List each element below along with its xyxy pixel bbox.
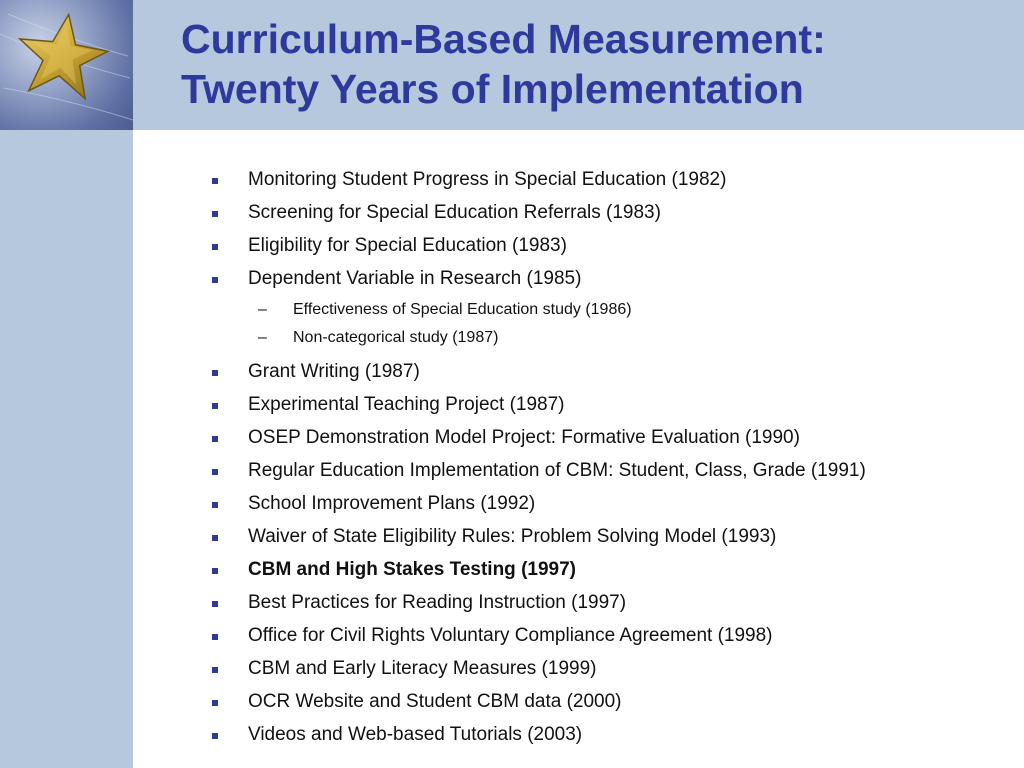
title-line-2: Twenty Years of Implementation xyxy=(181,66,804,112)
list-item-text: Waiver of State Eligibility Rules: Problem Solving Model (1993) xyxy=(248,526,777,547)
list-item xyxy=(205,359,965,385)
bullet-square-icon xyxy=(212,502,218,508)
bullet-square-icon xyxy=(212,370,218,376)
bullet-square-icon xyxy=(212,277,218,283)
list-item-text: Monitoring Student Progress in Special Education (1982) xyxy=(248,169,727,190)
list-item-text: CBM and High Stakes Testing (1997) xyxy=(248,559,576,580)
list-item-text: Experimental Teaching Project (1987) xyxy=(248,394,565,415)
list-item-text: Dependent Variable in Research (1985) xyxy=(248,268,582,289)
bullet-square-icon xyxy=(212,568,218,574)
list-item-text: Eligibility for Special Education (1983) xyxy=(248,235,567,256)
list-item-text: Office for Civil Rights Voluntary Compliance Agreement (1998) xyxy=(248,625,773,646)
list-item-text: OCR Website and Student CBM data (2000) xyxy=(248,691,622,712)
bullet-square-icon xyxy=(212,178,218,184)
title-line-1: Curriculum-Based Measurement: xyxy=(181,16,826,62)
list-item-text: OSEP Demonstration Model Project: Formative Evaluation (1990) xyxy=(248,427,800,448)
list-item xyxy=(205,392,965,418)
bullet-square-icon xyxy=(212,667,218,673)
list-item-text: Grant Writing (1987) xyxy=(248,361,420,382)
list-item-text: Best Practices for Reading Instruction (1997) xyxy=(248,592,627,613)
list-item-text: Videos and Web-based Tutorials (2003) xyxy=(248,724,583,745)
bullet-square-icon xyxy=(212,436,218,442)
list-item-text: Regular Education Implementation of CBM: Student, Class, Grade (1991) xyxy=(248,460,866,481)
bullet-square-icon xyxy=(212,244,218,250)
list-item xyxy=(205,623,965,649)
bullet-list xyxy=(205,167,965,755)
bullet-square-icon xyxy=(212,211,218,217)
list-item xyxy=(205,266,965,292)
bullet-square-icon xyxy=(212,700,218,706)
bullet-square-icon xyxy=(212,403,218,409)
bullet-square-icon xyxy=(212,733,218,739)
list-item xyxy=(205,722,965,748)
bullet-square-icon xyxy=(212,634,218,640)
list-item xyxy=(205,689,965,715)
sub-list-item xyxy=(205,299,965,321)
list-item-text: School Improvement Plans (1992) xyxy=(248,493,536,514)
list-item xyxy=(205,167,965,193)
bullet-square-icon xyxy=(212,535,218,541)
list-item xyxy=(205,458,965,484)
dash-icon: – xyxy=(258,301,267,318)
slide-title xyxy=(181,14,1011,114)
star-icon xyxy=(0,0,133,130)
list-item xyxy=(205,491,965,517)
list-item xyxy=(205,524,965,550)
bullet-square-icon xyxy=(212,601,218,607)
bullet-square-icon xyxy=(212,469,218,475)
list-item xyxy=(205,425,965,451)
logo xyxy=(0,0,133,130)
list-item xyxy=(205,590,965,616)
list-item xyxy=(205,656,965,682)
list-item-text: CBM and Early Literacy Measures (1999) xyxy=(248,658,597,679)
list-item-text: Screening for Special Education Referrals (1983) xyxy=(248,202,661,223)
dash-icon: – xyxy=(258,329,267,346)
list-item-highlighted xyxy=(205,557,965,583)
sub-list-item xyxy=(205,327,965,349)
list-item xyxy=(205,200,965,226)
list-item xyxy=(205,233,965,259)
sub-list-item-text: Effectiveness of Special Education study (1986) xyxy=(293,301,632,318)
sub-list-item-text: Non-categorical study (1987) xyxy=(293,329,499,346)
